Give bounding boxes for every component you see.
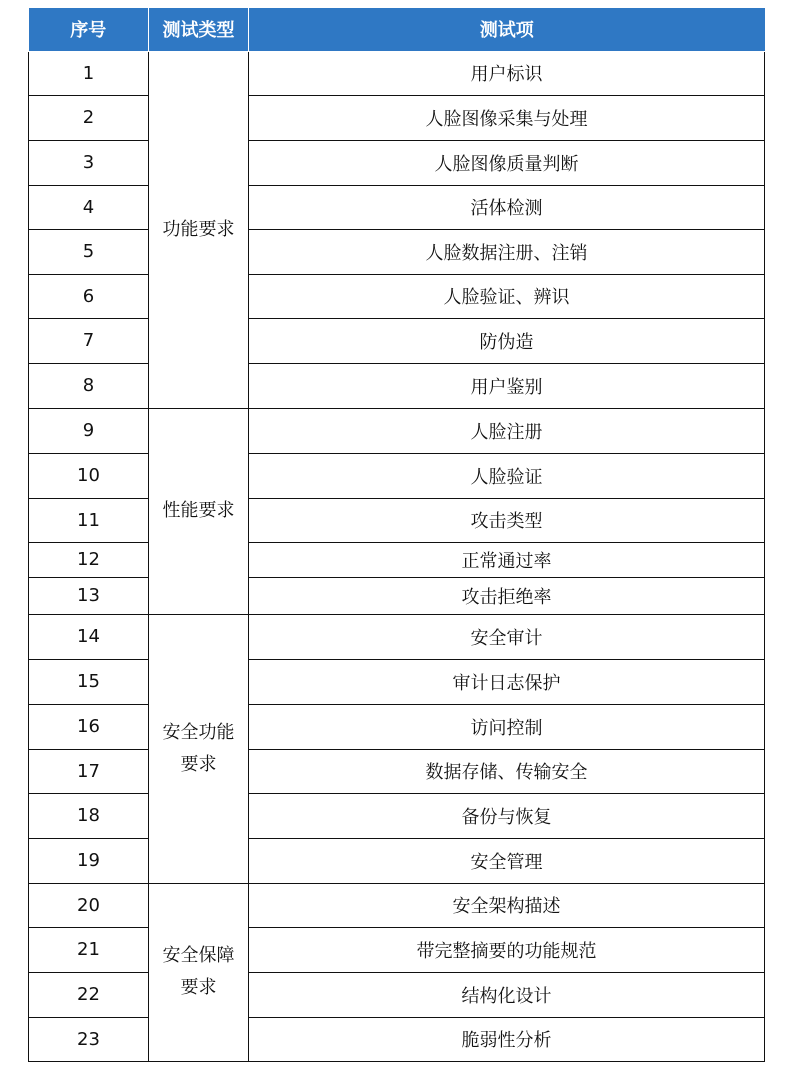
test-item: 安全架构描述 — [249, 883, 765, 927]
row-index: 4 — [29, 185, 149, 229]
row-index: 11 — [29, 498, 149, 542]
table-row — [29, 408, 765, 453]
table-row — [29, 883, 765, 927]
row-index: 7 — [29, 318, 149, 363]
test-item: 数据存储、传输安全 — [249, 749, 765, 793]
row-index: 10 — [29, 453, 149, 498]
row-index: 23 — [29, 1017, 149, 1061]
test-item: 人脸验证 — [249, 453, 765, 498]
test-item: 人脸图像采集与处理 — [249, 95, 765, 140]
table-row — [29, 542, 765, 577]
row-index: 19 — [29, 838, 149, 883]
test-item: 安全审计 — [249, 614, 765, 659]
test-items-table — [28, 8, 765, 1062]
test-type-cell — [149, 408, 249, 614]
test-item: 人脸验证、辨识 — [249, 274, 765, 318]
row-index: 6 — [29, 274, 149, 318]
header-test-item: 测试项 — [249, 8, 765, 51]
table-row — [29, 1017, 765, 1061]
test-item: 人脸数据注册、注销 — [249, 229, 765, 274]
table-row — [29, 318, 765, 363]
table-row — [29, 498, 765, 542]
test-item: 脆弱性分析 — [249, 1017, 765, 1061]
table-row — [29, 363, 765, 408]
row-index: 20 — [29, 883, 149, 927]
row-index: 13 — [29, 577, 149, 614]
test-item: 带完整摘要的功能规范 — [249, 927, 765, 972]
table-row — [29, 793, 765, 838]
table-header — [29, 8, 765, 51]
table-row — [29, 972, 765, 1017]
row-index: 15 — [29, 659, 149, 704]
test-item: 结构化设计 — [249, 972, 765, 1017]
row-index: 8 — [29, 363, 149, 408]
row-index: 3 — [29, 140, 149, 185]
row-index: 16 — [29, 704, 149, 749]
row-index: 5 — [29, 229, 149, 274]
row-index: 22 — [29, 972, 149, 1017]
test-item: 人脸注册 — [249, 408, 765, 453]
test-type-line: 安全功能 — [162, 721, 235, 743]
table-row — [29, 749, 765, 793]
table-row — [29, 274, 765, 318]
test-type-line: 安全保障 — [162, 945, 235, 966]
table-row — [29, 614, 765, 659]
test-item: 安全管理 — [249, 838, 765, 883]
test-item: 正常通过率 — [249, 542, 765, 577]
test-item: 防伪造 — [249, 318, 765, 363]
row-index: 12 — [29, 542, 149, 577]
row-index: 18 — [29, 793, 149, 838]
test-item: 攻击类型 — [249, 498, 765, 542]
test-type-cell — [149, 51, 249, 408]
table-row — [29, 927, 765, 972]
test-item: 攻击拒绝率 — [249, 577, 765, 614]
test-item: 备份与恢复 — [249, 793, 765, 838]
table-body — [29, 51, 765, 1061]
header-test-type: 测试类型 — [149, 8, 249, 51]
row-index: 2 — [29, 95, 149, 140]
test-item: 用户标识 — [249, 51, 765, 95]
table-row — [29, 185, 765, 229]
test-type-line: 要求 — [180, 753, 217, 775]
test-item: 活体检测 — [249, 185, 765, 229]
row-index: 1 — [29, 51, 149, 95]
header-index: 序号 — [29, 8, 149, 51]
table-row — [29, 838, 765, 883]
row-index: 14 — [29, 614, 149, 659]
row-index: 9 — [29, 408, 149, 453]
row-index: 17 — [29, 749, 149, 793]
table-row — [29, 659, 765, 704]
table-row — [29, 140, 765, 185]
test-item: 访问控制 — [249, 704, 765, 749]
test-item: 用户鉴别 — [249, 363, 765, 408]
table-row — [29, 229, 765, 274]
table-row — [29, 704, 765, 749]
test-type-cell — [149, 883, 249, 1061]
table-row — [29, 453, 765, 498]
test-type-line: 要求 — [180, 977, 217, 998]
test-type-cell — [149, 614, 249, 883]
test-type-line: 性能要求 — [162, 500, 235, 521]
table-row — [29, 95, 765, 140]
test-item: 审计日志保护 — [249, 659, 765, 704]
row-index: 21 — [29, 927, 149, 972]
test-item: 人脸图像质量判断 — [249, 140, 765, 185]
test-type-line: 功能要求 — [162, 218, 235, 240]
table-row — [29, 577, 765, 614]
table-row — [29, 51, 765, 95]
